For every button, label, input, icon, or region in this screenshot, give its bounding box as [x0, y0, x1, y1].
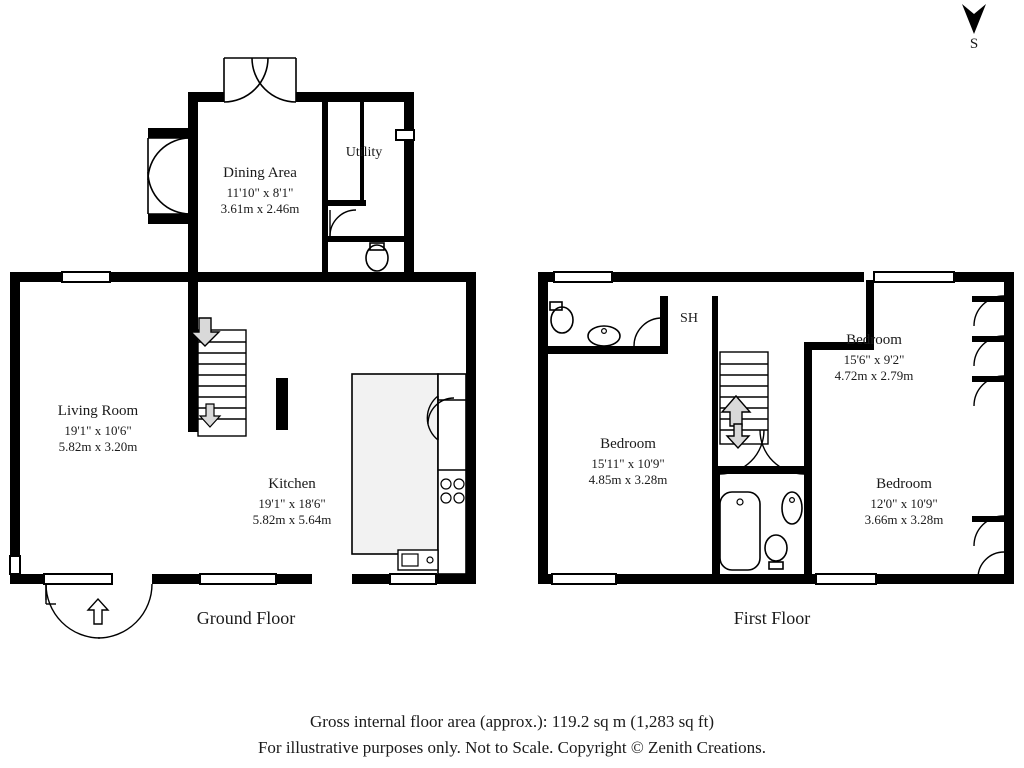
room-label-bedroom-1-name: Bedroom	[846, 332, 902, 348]
room-label-dining-area-imperial: 11'10" x 8'1"	[226, 185, 294, 200]
room-label-living-room-name: Living Room	[57, 403, 139, 419]
room-label-living-room-imperial: 19'1" x 10'6"	[64, 423, 132, 438]
room-label-bedroom-2-name: Bedroom	[600, 436, 656, 452]
room-label-bedroom-1-metric: 4.72m x 2.79m	[834, 368, 914, 383]
room-label-bedroom-3-imperial: 12'0" x 10'9"	[870, 496, 938, 511]
room-label-bedroom-2-imperial: 15'11" x 10'9"	[591, 456, 665, 471]
first-floor-drawing	[538, 272, 1014, 584]
floor-title-ground: Ground Floor	[196, 608, 296, 628]
compass-needle	[962, 4, 986, 34]
compass-label-south: S	[969, 36, 979, 52]
room-label-bedroom-3-metric: 3.66m x 3.28m	[864, 512, 944, 527]
room-label-kitchen-metric: 5.82m x 5.64m	[252, 512, 332, 527]
floor-title-first: First Floor	[733, 608, 811, 628]
room-label-kitchen-imperial: 19'1" x 18'6"	[258, 496, 326, 511]
room-label-bedroom-2-metric: 4.85m x 3.28m	[588, 472, 668, 487]
room-label-dining-area-name: Dining Area	[223, 165, 297, 181]
footer-area-text: Gross internal floor area (approx.): 119.2 sq m (1,283 sq ft)	[310, 712, 714, 731]
room-label-dining-area-metric: 3.61m x 2.46m	[220, 201, 300, 216]
footer-disclaimer-text: For illustrative purposes only. Not to Scale. Copyright © Zenith Creations.	[257, 738, 767, 757]
room-label-utility: Utility	[345, 145, 383, 160]
room-label-sh: SH	[680, 311, 698, 326]
ground-floor-drawing	[10, 58, 476, 638]
room-label-kitchen-name: Kitchen	[268, 476, 316, 492]
room-label-bedroom-3-name: Bedroom	[876, 476, 932, 492]
room-label-bedroom-1-imperial: 15'6" x 9'2"	[843, 352, 905, 367]
room-label-living-room-metric: 5.82m x 3.20m	[58, 439, 138, 454]
